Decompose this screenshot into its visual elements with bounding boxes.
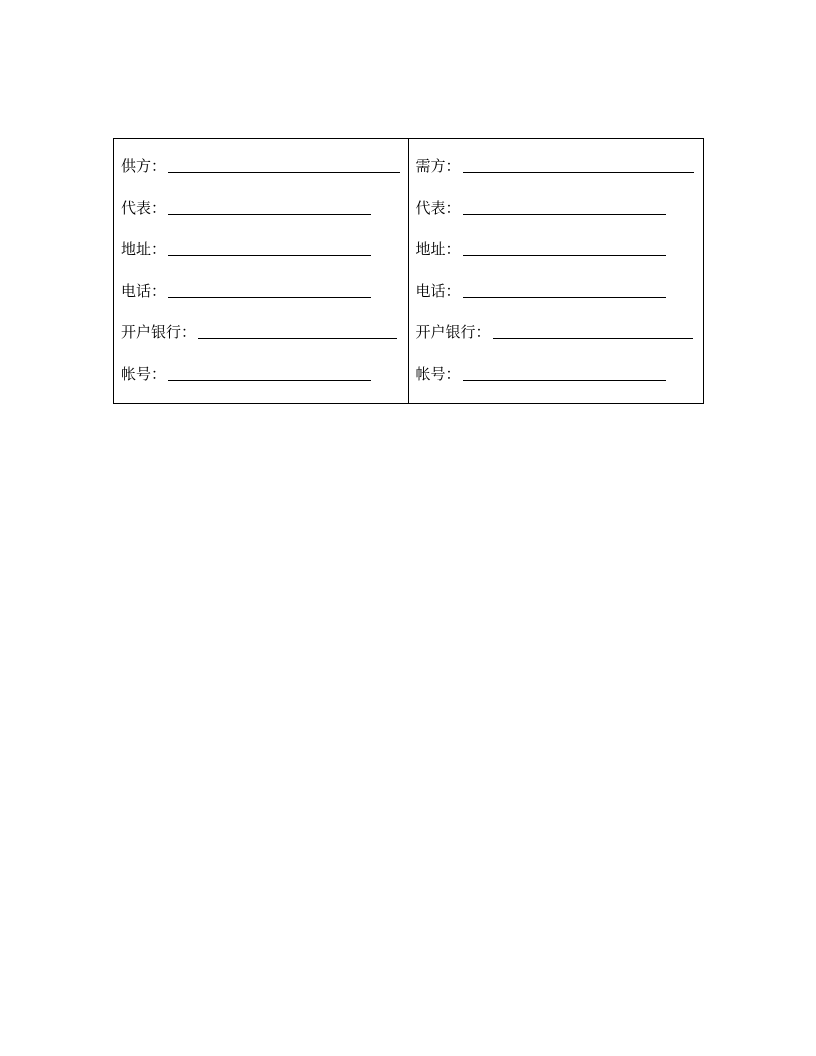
supplier-party-label: 供方： [121, 157, 167, 175]
supplier-rep-blank[interactable] [168, 214, 371, 215]
supplier-address-label: 地址： [121, 240, 167, 258]
buyer-address-label: 地址： [415, 240, 461, 258]
supplier-address-row [121, 236, 371, 258]
buyer-party-label: 需方： [415, 157, 461, 175]
buyer-column [409, 139, 704, 403]
supplier-phone-blank[interactable] [168, 297, 371, 298]
signature-table [113, 138, 704, 404]
buyer-rep-row [416, 195, 666, 217]
supplier-column [114, 139, 409, 403]
buyer-bank-label: 开户银行： [415, 323, 491, 341]
buyer-party-row [416, 153, 694, 175]
buyer-bank-blank[interactable] [493, 338, 693, 339]
buyer-address-blank[interactable] [463, 255, 666, 256]
supplier-account-row [121, 361, 371, 383]
supplier-address-blank[interactable] [168, 255, 371, 256]
supplier-party-row [121, 153, 400, 175]
buyer-rep-label: 代表： [415, 199, 461, 217]
buyer-account-row [416, 361, 666, 383]
buyer-party-blank[interactable] [463, 172, 694, 173]
buyer-rep-blank[interactable] [463, 214, 666, 215]
supplier-account-label: 帐号： [121, 365, 167, 383]
buyer-account-blank[interactable] [463, 380, 666, 381]
buyer-bank-row [416, 319, 693, 341]
supplier-rep-label: 代表： [121, 199, 167, 217]
buyer-phone-row [416, 278, 666, 300]
supplier-phone-row [121, 278, 371, 300]
buyer-phone-blank[interactable] [463, 297, 666, 298]
supplier-bank-row [121, 319, 397, 341]
supplier-account-blank[interactable] [168, 380, 371, 381]
supplier-rep-row [121, 195, 371, 217]
supplier-bank-blank[interactable] [198, 338, 397, 339]
supplier-phone-label: 电话： [121, 282, 167, 300]
buyer-account-label: 帐号： [415, 365, 461, 383]
supplier-bank-label: 开户银行： [121, 323, 197, 341]
buyer-phone-label: 电话： [415, 282, 461, 300]
buyer-address-row [416, 236, 666, 258]
supplier-party-blank[interactable] [168, 172, 400, 173]
